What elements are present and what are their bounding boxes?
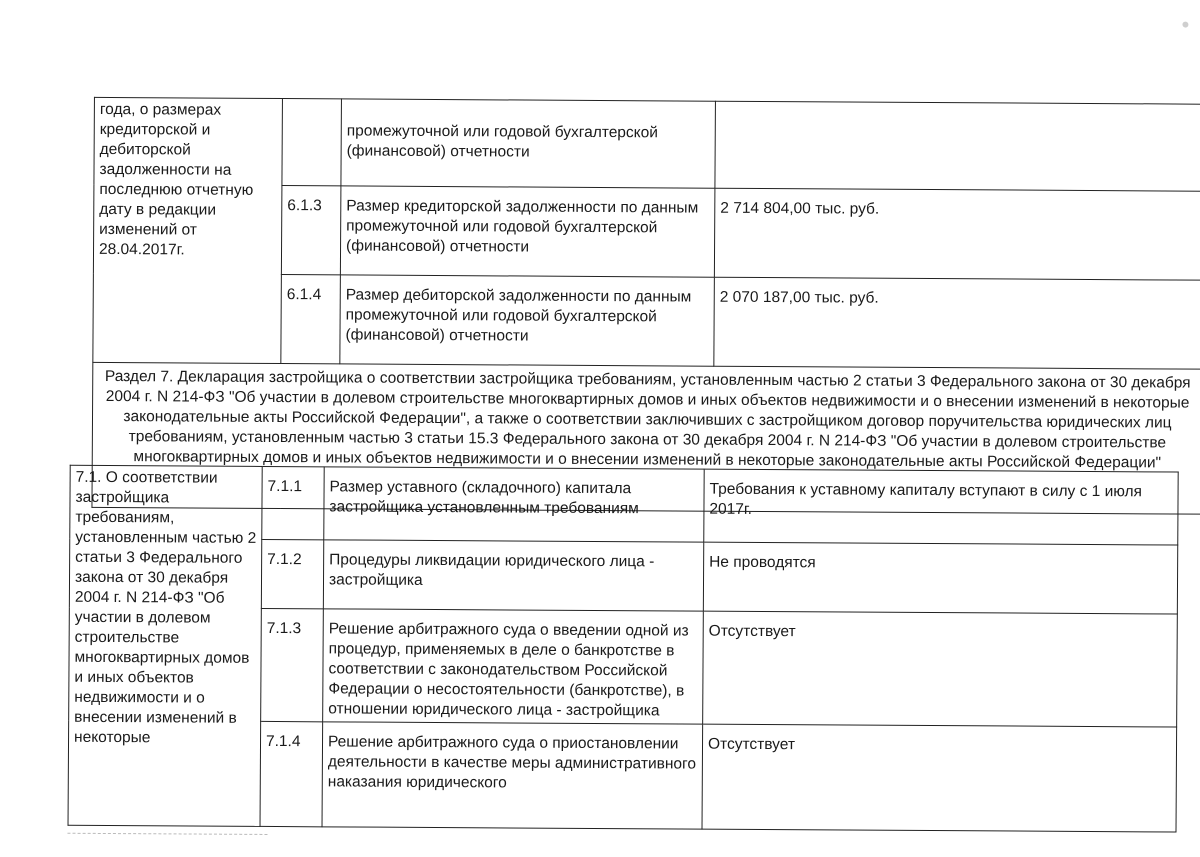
- row-description: Размер уставного (складочного) капитала застройщика установленным требованиям: [324, 467, 704, 542]
- left-label-cell: года, о размерах кредиторской и дебиторской задолженности на последнюю отчетную дату в редакции изменений от 28.04.2017г.: [93, 97, 283, 363]
- scan-artifact-line: [67, 833, 267, 835]
- row-description: Решение арбитражного суда о введении одной из процедур, применяемых в деле о банкротстве в соответствии с законодательством Российской Федерации о несостоятельности (банкротстве), в отношении юридического лица - застройщика: [323, 609, 704, 724]
- section-7-title: Раздел 7. Декларация застройщика о соответствии застройщика требованиям, установленным частью 2 статьи 3 Федерального закона от 30 декабря 2004 г. N 214-ФЗ "Об участии в долевом строительстве многоквартирных домов и иных объектов недвижимости и о внесении изменений в некоторые законодательные акты Российской Федерации", а также о соответствии заключивших с застройщиком договор поручительства юридических лиц требованиям, установленным частью 3 статьи 15.3 Федерального закона от 30 декабря 2004 г. N 214-ФЗ "Об участии в долевом строительстве многоквартирных домов и иных объектов недвижимости и о внесении изменений в некоторые законодательные акты Российской Федерации": [92, 362, 1200, 514]
- row-description: Решение арбитражного суда о приостановлении деятельности в качестве меры административного наказания юридического: [322, 722, 703, 829]
- row-description: промежуточной или годовой бухгалтерской (финансовой) отчетности: [341, 99, 716, 188]
- row-value: Не проводятся: [703, 542, 1177, 614]
- row-description: Размер дебиторской задолженности по данным промежуточной или годовой бухгалтерской (финансовой) отчетности: [340, 275, 715, 366]
- table-row: [94, 97, 1200, 191]
- row-number: 7.1.3: [261, 608, 324, 721]
- row-number: 6.1.4: [281, 275, 341, 364]
- scan-dot: [1182, 22, 1188, 28]
- row-number: 7.1.1: [262, 466, 324, 539]
- row-value: Требования к уставному капиталу вступают в силу с 1 июля 2017г.: [704, 469, 1178, 545]
- row-number: [282, 99, 342, 186]
- row-value: [715, 101, 1200, 191]
- row-description: Процедуры ликвидации юридического лица - застройщика: [323, 540, 703, 611]
- top-table: [91, 97, 1200, 515]
- row-number: 7.1.4: [260, 721, 323, 826]
- row-value: Отсутствует: [703, 611, 1178, 727]
- row-number: 6.1.3: [281, 186, 341, 275]
- row-value: 2 070 187,00 тыс. руб.: [714, 277, 1200, 369]
- row-number: 7.1.2: [261, 539, 323, 608]
- row-value: Отсутствует: [702, 724, 1177, 832]
- left-label-cell: 7.1. О соответствии застройщика требованиям, установленным частью 2 статьи 3 Федерального закона от 30 декабря 2004 г. N 214-ФЗ "Об участии в долевом строительстве многоквартирных домов и иных объектов недвижимости и о внесении изменений в некоторые: [68, 465, 262, 826]
- table-row: [70, 465, 1178, 545]
- row-value: 2 714 804,00 тыс. руб.: [714, 188, 1200, 280]
- bottom-table: [68, 465, 1179, 833]
- row-description: Размер кредиторской задолженности по данным промежуточной или годовой бухгалтерской (финансовой) отчетности: [340, 186, 715, 277]
